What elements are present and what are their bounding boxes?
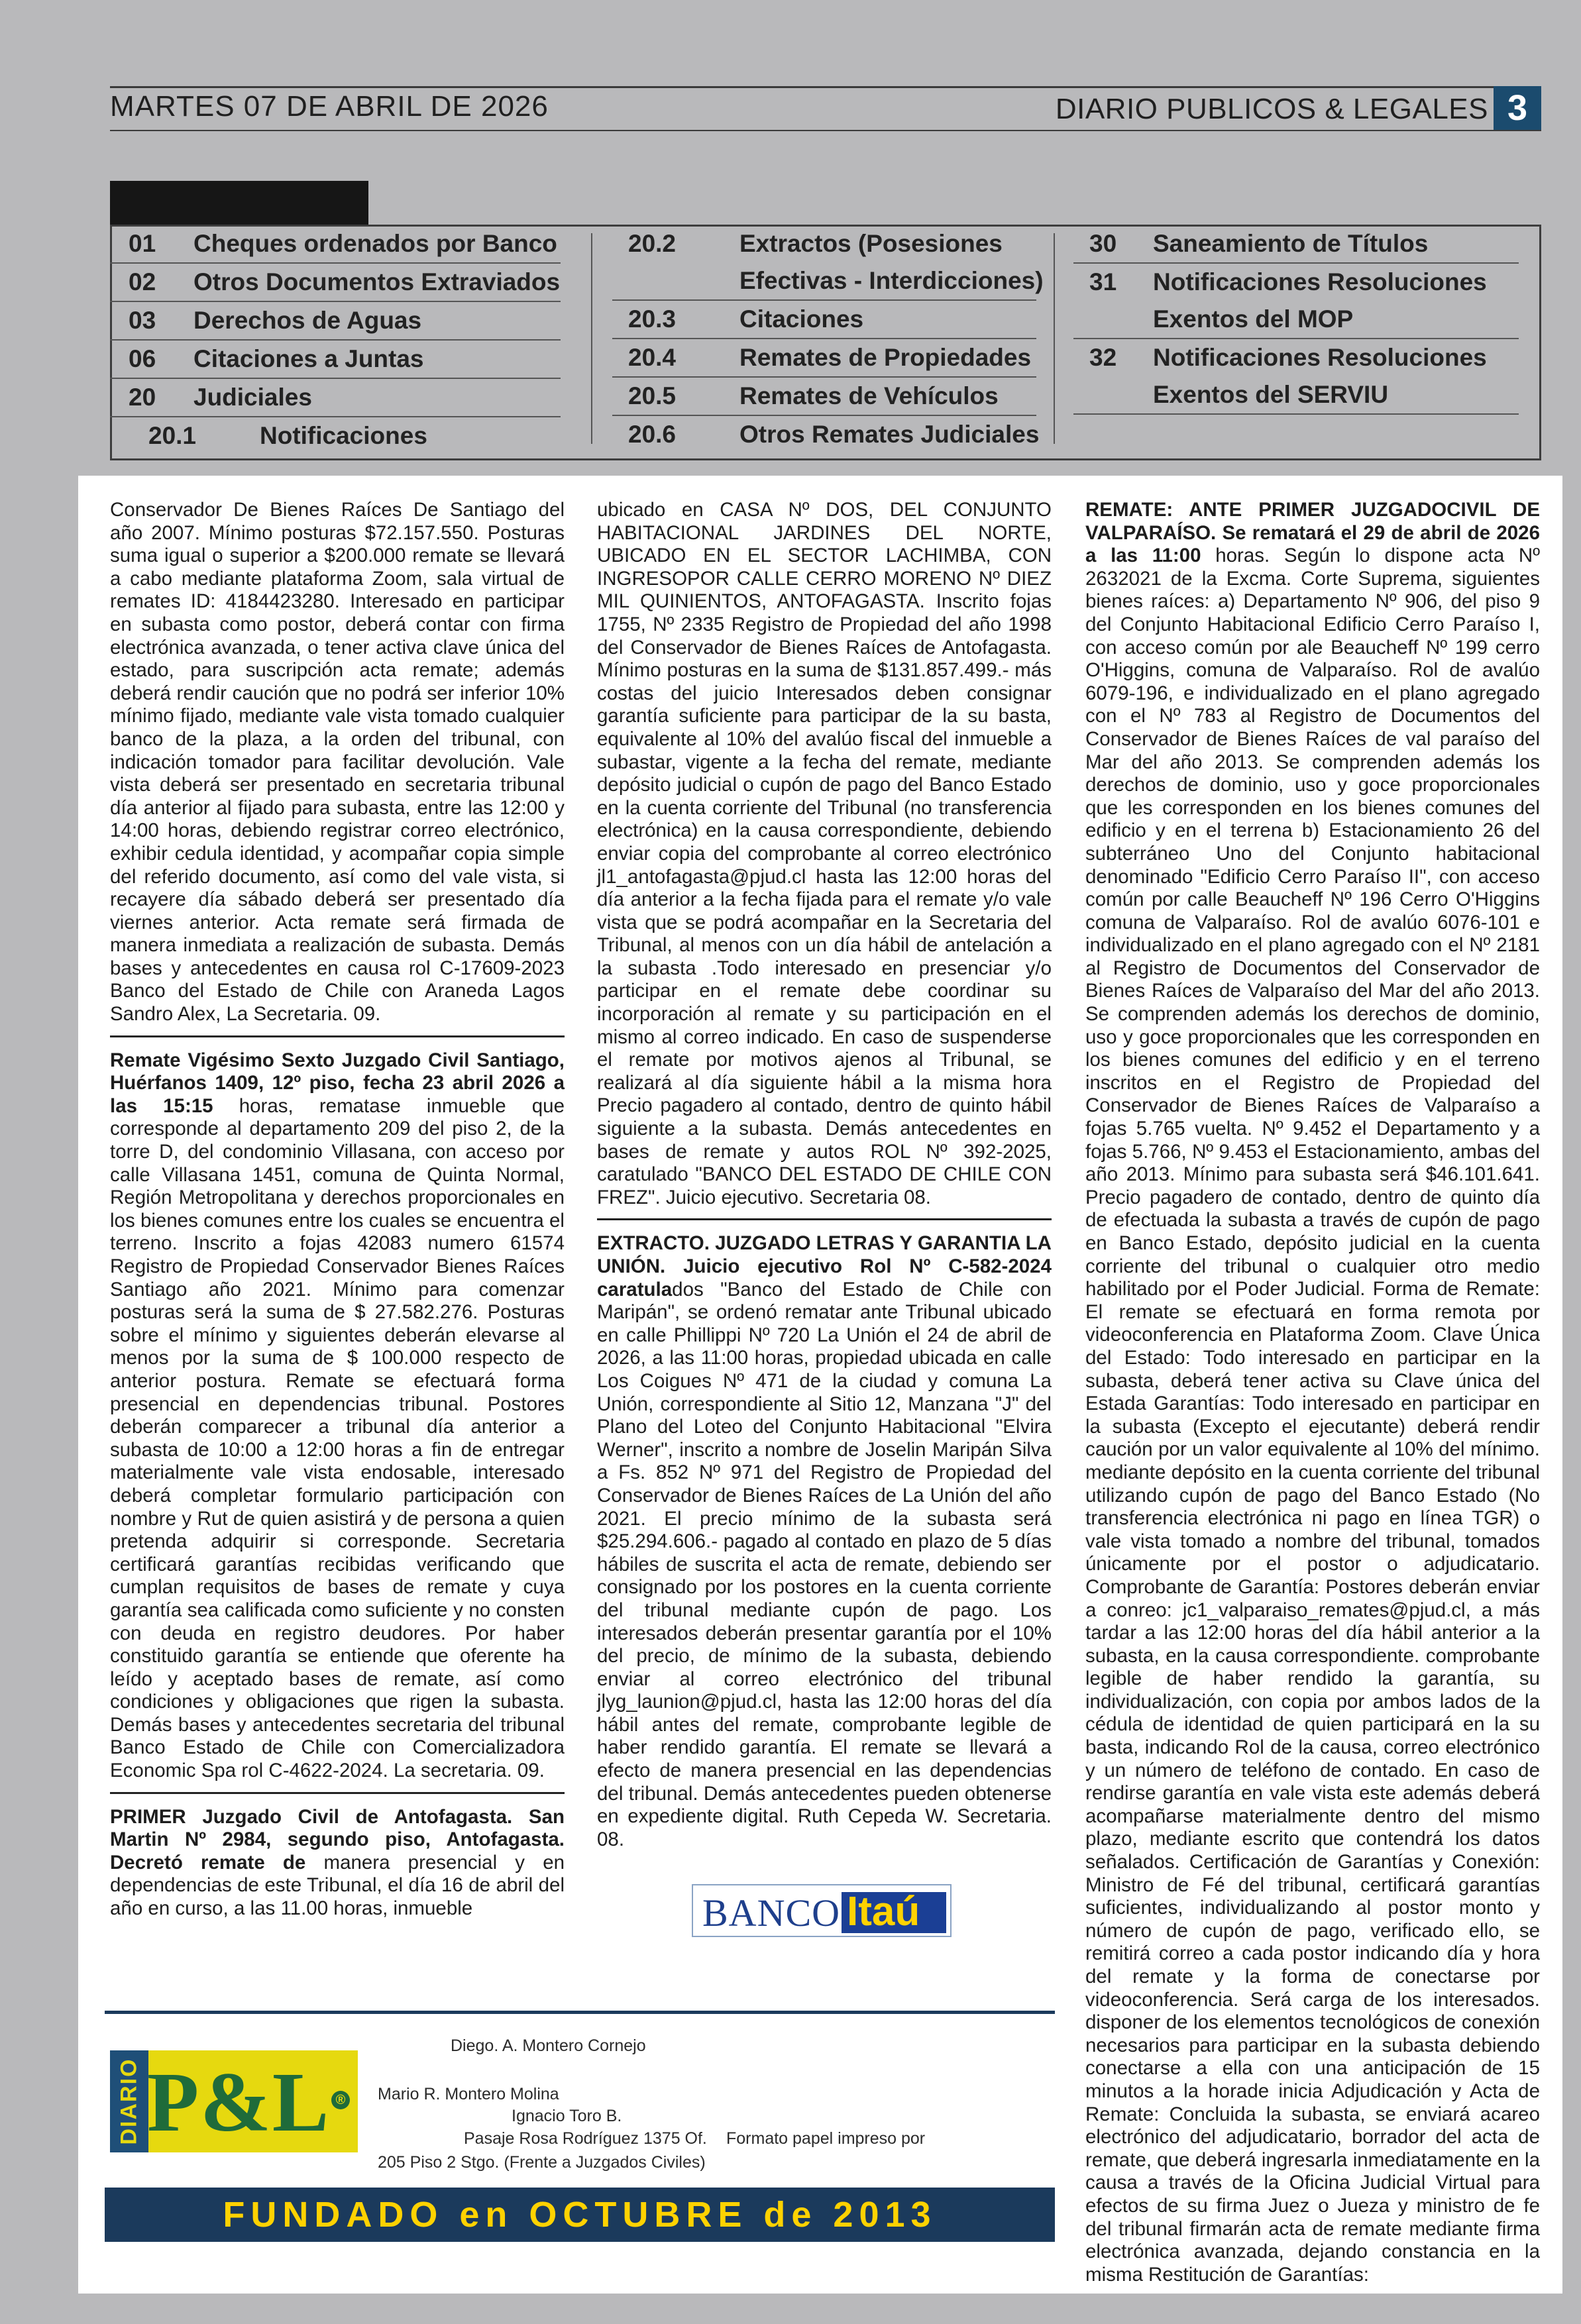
address-line-2: 205 Piso 2 Stgo. (Frente a Juzgados Civiles) [378, 2153, 706, 2172]
index-code: 20.4 [628, 344, 677, 371]
notice-body: ubicado en CASA Nº DOS, DEL CONJUNTO HABITACIONAL JARDINES DEL NORTE, UBICADO EN EL SECTOR LACHIMBA, CON INGRESOPOR CALLE CERRO MORENO Nº DIEZ MIL QUINIENTOS, ANTOFAGASTA. Inscrito fojas 1755, Nº 2335 Registro de Propiedad del año 1998 del Conservador de Bienes Raíces de Antofagasta. Mínimo posturas en la suma de $131.857.499.- más costas del juicio Interesados deben consignar garantía suficiente para participar de la su basta, equivalente al 10% del avalúo fiscal del inmueble a subastar, vigente a la fecha del remate, mediante depósito judicial o cupón de pago del Banco Estado en la cuenta corriente del Tribunal (no transferencia electrónica) en la causa correspondiente, debiendo enviar copia del comprobante al correo electrónico jl1_antofagasta@pjud.cl hasta las 12:00 horas del día anterior a la fecha fijada para el remate y/o vale vista que se podrá acompañar en la Secretaria del Tribunal, al menos con un día hábil de antelación a la subasta .Todo interesado en presenciar y/o participar en el remate debe coordinar su incorporación al remate y su participación en el mismo al correo indicado. En caso de suspenderse el remate por motivos ajenos al Tribunal, se realizará al día siguiente hábil a la misma hora Precio pagadero al contado, dentro de quinto hábil siguiente a la subasta. Demás antecedentes en bases de remate y autos ROL Nº 392-2025, caratulado "BANCO DEL ESTADO DE CHILE CON FREZ". Juicio ejecutivo. Secretaria 08. [597, 499, 1052, 1208]
index-item[interactable] [110, 379, 561, 417]
index-label: Citaciones [739, 305, 864, 333]
legal-notice [1085, 499, 1540, 2296]
index-label: Saneamiento de Títulos [1153, 230, 1429, 257]
index-item-continued[interactable] [1073, 376, 1519, 415]
index-label: Otros Documentos Extraviados [193, 268, 561, 295]
issue-date: MARTES 07 DE ABRIL DE 2026 [110, 90, 549, 123]
notice-text [1085, 499, 1540, 2286]
index-label: Derechos de Aguas [193, 307, 422, 334]
index-item[interactable] [110, 341, 561, 379]
index-item[interactable] [1073, 225, 1519, 264]
index-label: Otros Remates Judiciales [739, 421, 1040, 448]
notice-body: manera presencial y en dependencias de este Tribunal, el día 16 de abril del año en curso, a las 11.00 horas, inmueble [110, 1851, 565, 1920]
index-code: 20.1 [148, 422, 197, 449]
index-label: Citaciones a Juntas [193, 345, 424, 372]
itau-brand: Itaú [847, 1889, 920, 1934]
index-label: Efectivas - Interdicciones) [739, 267, 1044, 294]
index-item[interactable] [110, 302, 561, 341]
index-tab [110, 181, 368, 225]
index-label: Notificaciones Resoluciones [1153, 268, 1487, 295]
index-label: Extractos (Posesiones [739, 230, 1003, 257]
notice-body: dos "Banco del Estado de Chile con Maripán", se ordenó rematar ante Tribunal ubicado en calle Phillippi Nº 720 La Unión el 24 de abril de 2026, a las 11:00 horas, propiedad ubicada en calle Los Coigues Nº 471 de la ciudad y comuna La Unión, correspondiente al Sitio 12, Manzana "J" del Plano del Loteo del Conjunto Habitacional "Elvira Werner", inscrito a nombre de Joselin Maripán Silva a Fs. 852 Nº 971 del Registro de Propiedad del Conservador de Bienes Raíces de La Unión del año 2021. El precio mínimo de la subasta será $25.294.606.- pagado al contado en plazo de 5 días hábiles de suscrita el acta de remate, debiendo ser consignado por los postores en la cuenta corriente del tribunal mediante cupón de pago. Los interesados deberán presentar garantía por el 10% del precio, de mínimo de la subasta, debiendo enviar al correo electrónico del tribunal jlyg_launion@pjud.cl, hasta las 12:00 horas del día hábil antes del remate, comprobante legible de haber rendido garantía. El remate se llevará a efecto de manera presencial en las dependencias del tribunal. Demás antecedentes pueden obtenerse en expediente digital. Ruth Cepeda W. Secretaria. 08. [597, 1278, 1052, 1850]
index-item[interactable] [612, 339, 1036, 378]
index-code: 20.3 [628, 305, 677, 333]
index-item[interactable] [110, 225, 561, 264]
header-rule-bottom [110, 130, 1541, 131]
index-column-2 [612, 225, 1044, 453]
index-label: Remates de Vehículos [739, 382, 999, 409]
legal-notice [597, 499, 1052, 1220]
index-column-1 [110, 225, 561, 454]
text-column-3 [1085, 499, 1540, 2307]
print-format-note: Formato papel impreso por [726, 2129, 926, 2148]
index-label: Exentos del MOP [1153, 305, 1354, 333]
publication-name: DIARIO PUBLICOS & LEGALES [1055, 93, 1488, 125]
index-code: 31 [1089, 268, 1117, 295]
index-item[interactable] [612, 225, 1036, 262]
index-column-3 [1073, 225, 1519, 415]
index-label: Exentos del SERVIU [1153, 381, 1389, 408]
bank-word: BANCO [702, 1891, 841, 1934]
index-item[interactable] [612, 378, 1036, 416]
index-code: 01 [129, 230, 156, 257]
index-divider [1054, 233, 1055, 444]
index-code: 20 [129, 384, 156, 411]
index-item[interactable] [612, 301, 1036, 339]
index-code: 06 [129, 345, 156, 372]
notice-title: REMATE: ANTE PRIMER JUZGADOCIVIL DE VALPARAÍSO. Se rematará el 29 de abril de 2026 a las 11:00 [1085, 499, 1540, 567]
index-item[interactable] [612, 416, 1040, 453]
address-line-1: Pasaje Rosa Rodríguez 1375 Of. [464, 2129, 707, 2148]
notice-text [110, 1049, 565, 1783]
index-code: 32 [1089, 344, 1117, 371]
notice-body: Conservador De Bienes Raíces De Santiago del año 2007. Mínimo posturas $72.157.550. Posturas suma igual o superior a $200.000 remate se llevará a cabo mediante plataforma Zoom, sala virtual de remates ID: 4184423280. Interesado en participar en subasta como postor, deberá contar con firma electrónica avanzada, o tener activa clave única del estado, para suscripción acta remate; además deberá rendir caución que no podrá ser inferior 10% mínimo fijado, mediante vale vista tomado cualquier banco de la plaza, a la orden del tribunal, con indicación tomador para facilitar devolución. Vale vista deberá ser presentado en secretaria tribunal día anterior al fijado para subasta, entre las 12:00 y 14:00 horas, debiendo registrar correo electrónico, exhibir cedula identidad, y acompañar copia simple del referido documento, así como del vale vista, si recayere día sábado deberá ser presentado día viernes anterior. Acta remate será firmada de manera inmediata a realización de subasta. Demás bases y antecedentes en causa rol C-17609-2023 Banco del Estado de Chile con Araneda Lagos Sandro Alex, La Secretaria. 09. [110, 499, 565, 1026]
header-rule-top [110, 86, 1541, 88]
notice-title: PRIMER Juzgado Civil de Antofagasta. San Martin Nº 2984, segundo piso, Antofagasta. Decretó remate de [110, 1805, 565, 1874]
staff-editor: Mario R. Montero Molina [378, 2085, 559, 2103]
index-item-continued[interactable] [1073, 301, 1519, 339]
notice-text [597, 1232, 1052, 1851]
staff-director: Diego. A. Montero Cornejo [451, 2036, 646, 2055]
index-code: 20.6 [628, 421, 677, 448]
bank-itau-ad[interactable] [692, 1884, 952, 1937]
index-label: Judiciales [193, 384, 312, 411]
founded-banner-text: FUNDADO en OCTUBRE de 2013 [223, 2195, 937, 2235]
legal-notice [110, 1049, 565, 1794]
index-label: Cheques ordenados por Banco [193, 230, 557, 257]
legal-notice [110, 499, 565, 1037]
index-label: Notificaciones [260, 422, 427, 449]
notice-title: EXTRACTO. JUZGADO LETRAS Y GARANTIA LA UNIÓN. Juicio ejecutivo Rol Nº C-582-2024 caratula [597, 1232, 1052, 1300]
notice-body: horas, rematase inmueble que corresponde al departamento 209 del piso 2, de la torre D, del condominio Villasana, con acceso por calle Villasana 1451, comuna de Quinta Normal, Región Metropolitana y derechos proporcionales en los bienes comunes entre los cuales se encuentra el terreno. Inscrito a fojas 42083 numero 61574 Registro de Propiedad Conservador Bienes Raíces Santiago año 2021. Mínimo para comenzar posturas será la suma de $ 27.582.276. Posturas sobre el mínimo y siguientes deberán elevarse al menos por la suma de $ 100.000 respecto de anterior postura. Remate se efectuará forma presencial en dependencias tribunal. Postores deberán comparecer a tribunal día anterior a subasta de 10:00 a 12:00 horas a fin de entregar materialmente vale vista endosable, interesado deberá completar formulario participación con nombre y Rut de quien asistirá y de persona a quien pretenda adquirir si corresponde. Secretaria certificará garantías recibidas verificando que cumplan requisitos de bases de remate y cuya garantía sea calificada como suficiente y no consten con deuda en registro deudores. Por haber constituido garantía se entiende que oferente ha leído y aceptado bases de remate, así como condiciones y obligaciones que rigen la subasta. Demás bases y antecedentes secretaria del tribunal Banco Estado de Chile con Comercializadora Economic Spa rol C-4622-2024. La secretaria. 09. [110, 1094, 565, 1782]
index-divider [591, 233, 592, 444]
index-code: 30 [1089, 230, 1117, 257]
index-code: 02 [129, 268, 156, 295]
text-column-1 [110, 499, 565, 1942]
index-item[interactable] [110, 417, 561, 454]
index-item[interactable] [1073, 339, 1519, 376]
index-code: 20.2 [628, 230, 677, 257]
footer-rule [105, 2011, 1055, 2014]
index-item-continued[interactable] [612, 262, 1044, 301]
logo-diario-label: DIARIO [116, 2058, 142, 2145]
page-number: 3 [1494, 86, 1541, 130]
logo-pl-text: P&L [147, 2055, 331, 2149]
index-item[interactable] [110, 264, 561, 302]
legal-notice [110, 1806, 565, 1930]
notice-title: Remate Vigésimo Sexto Juzgado Civil Santiago, Huérfanos 1409, 12º piso, fecha 23 abril 2026 a las 15:15 [110, 1049, 565, 1117]
legal-notice [597, 1232, 1052, 1860]
notice-body: horas. Según lo dispone acta Nº 2632021 de la Excma. Corte Suprema, siguientes bienes raíces: a) Departamento Nº 906, del piso 9 del Conjunto Habitacional Edificio Cerro Paraíso I, con acceso común por ale Beaucheff Nº 199 cerro O'Higgins, comuna de Valparaíso. Rol de avalúo 6079-196, e individualizado en el plano agregado con el Nº 783 al Registro de Documentos del Conservador de Bienes Raíces de val paraíso del Mar del año 2013. Se comprenden además los derechos de dominio, uso y goce proporcionales que les corresponden en los bienes comunes del edificio y en el terrena b) Estacionamiento 26 del subterráneo Uno del Conjunto habitacional denominado "Edificio Cerro Paraíso II", con acceso común por calle Beaucheff Nº 196 Cerro O'Higgins comuna de Valparaíso. Rol de avalúo 6076-101 e individualizado en el plano agregado con el Nº 2181 al Registro de Documentos del Conservador de Bienes Raíces de Valparaíso del Mar del año 2013. Se comprenden además los derechos de dominio, uso y goce proporcionales que les corresponden en los bienes comunes del edificio y en el terreno inscritos en el Registro de Propiedad del Conservador de Bienes Raíces de Valparaíso a fojas 5.765 vuelta. Nº 9.452 el Departamento y a fojas 5.766, Nº 9.453 el Estacionamiento, ambas del año 2013. Mínimo para subasta será $46.101.641. Precio pagadero de contado, dentro de quinto día de efectuada la subasta a través de cupón de pago en Banco Estado, depósito judicial en la cuenta corriente del tribunal o cualquier otro medio habilitado por el Poder Judicial. Forma de Remate: El remate se efectuará en forma remota por videoconferencia en Plataforma Zoom. Clave Única del Estado: Todo interesado en participar en la subasta, deberá tener activa su Clave única del Estada Garantías: Todo interesado en participar en la subasta (Excepto el ejecutante) deberá rendir caución por un valor equivalente al 10% del mínimo. mediante depósito en la cuenta corriente del tribunal utilizando cupón de pago del Banco Estado (No transferencia electrónica ni pago en línea TGR) o vale vista tomado a nombre del tribunal, tomados únicamente por el postor o adjudicatario. Comprobante de Garantía: Postores deberán enviar a conreo: jc1_valparaiso_remates@pjud.cl, a más tardar a las 12:00 horas del día hábil anterior a la subasta, en la causa correspondiente. comprobante legible de haber rendido la garantía, su individualización, con copia por ambos lados de la cédula de identidad de quien participará en la su basta, indicando Rol de la causa, correo electrónico y un número de teléfono de contado. En caso de rendirse garantía en vale vista este además deberá acompañarse materialmente dentro del mismo plazo, mediante escrito que contendrá los datos señalados. Certificación de Garantías y Conexión: Ministro de Fé del tribunal, certificará garantías suficientes, individualizando al postor monto y número de cupón de pago, verificado ello, se remitirá correo a cada postor indicando día y hora del remate y la forma de conectarse por videoconferencia. Será carga de los interesados. disponer de los elementos tecnológicos de conexión necesarios para participar en la subasta debiendo conectarse a ella con una anticipación de 15 minutos a la horade inicia Adjudicación y Acta de Remate: Concluida la subasta, se enviará acareo electrónico del adjudicatario, borrador del acta de remate, que deberá ingresarla inmediatamente en la causa a través de la Oficina Judicial Virtual para efectos de su firma Juez o Jueza y ministro de fe del tribunal firmarán acta de remate mediante firma electrónica avanzada, dejando constancia en la misma Restitución de Garantías: [1085, 545, 1540, 2286]
index-code: 03 [129, 307, 156, 334]
text-column-2 [597, 499, 1052, 1872]
index-label: Remates de Propiedades [739, 344, 1032, 371]
index-label: Notificaciones Resoluciones [1153, 344, 1487, 371]
index-item[interactable] [1073, 264, 1519, 301]
notice-text [110, 1806, 565, 1921]
index-code: 20.5 [628, 382, 677, 409]
registered-mark-icon: ® [331, 2091, 350, 2109]
staff-member: Ignacio Toro B. [512, 2107, 622, 2125]
